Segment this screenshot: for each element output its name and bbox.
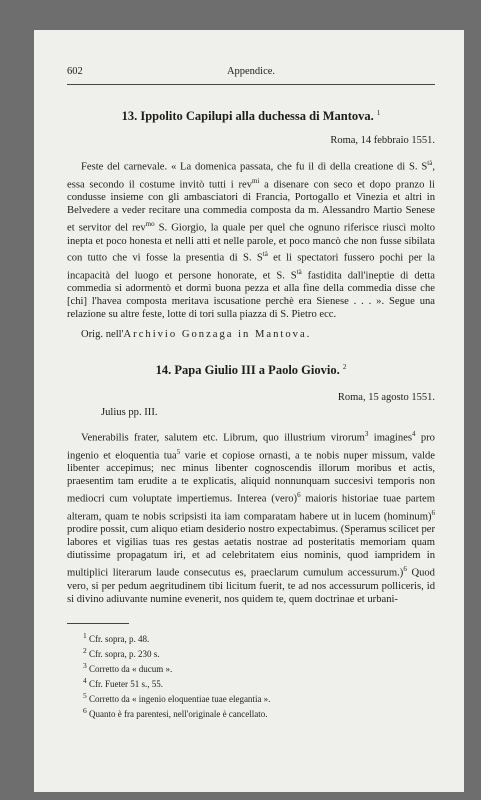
page-number: 602 [67,66,83,77]
footnote-6: $^6$ Quanto è fra parentesi, nell'originale è cancellato. [83,705,268,719]
letter-14-date: Roma, 15 agosto 1551. [337,392,435,404]
letter-13-date: Roma, 14 febbraio 1551. [330,135,435,147]
footnote-2: $^2$ Cfr. sopra, p. 230 s. [83,645,160,659]
footnote-1: $^1$ Cfr. sopra, p. 48. [83,630,150,644]
footnotes [67,630,435,720]
book-page [34,30,464,792]
footnote-rule [67,623,129,624]
footnote-ref-2: 2 [342,363,347,372]
running-title: Appendice. [226,66,276,77]
footnote-4: $^4$ Cfr. Fueter 51 s., 55. [83,675,163,689]
page-content [67,66,435,720]
footnote-5: $^5$ Corretto da « ingenio eloquentiae tuae elegantia ». [83,690,271,704]
footnote-ref-1: 1 [376,109,381,117]
header-rule [67,84,435,85]
letter-14-body: Venerabilis frater, salutem etc. Librum, quo illustrium virorum$^3$ imagines$^4$ pro ingenio et eloquentia tua$^5$ varie et copiose ornasti, a te nobis nuper missum, valde libenter accepimus; nec minus libenter cognoscendis illorum moribus et actis, praesentim tam erudite a te explicatis, aliquid nonnunquam succesivi temporis non mediocri cum voluptate impertiemus. Interea (vero)$^6$ maioris historiae tuae partem alteram, quam te nobis scripsisti ita iam comparatam habere ut in lucem (hominum)$^6$ prodire possit, cum aliquo etiam desiderio nostro expectabimus. (Speramus scilicet per labores et vigilias tuas res gestas aetatis nostrae ad posteritatis memoriam quam diutissime propagatum iri, et ad celebritatem eius nominis, quod iampridem in multiplici literarum laude consecutus es, praeclarum cumulum accessurum.)$^6$ Quod vero, si per pedum aegritudinem tibi licitum fuerit, te ad nos accessurum polliceris, id si divino adiuvante numine evenerit, nos quidem te, quem doctrinae et urbani- [67,430,436,605]
letter-13-source: Orig. nell'Archivio Gonzaga in Mantova. [81,329,312,341]
letter-13-title: 13. Ippolito Capilupi alla duchessa di Mantova. $^1$ [121,109,381,124]
footnote-3: $^3$ Corretto da « ducum ». [83,660,173,674]
letter-13-body: Feste del carnevale. « La domenica passata, che fu il dì della creatione di S. $S^{tà}$, essa secondo il costume invitò tutti i rev$^{mi}$ a disenare con seco et dopo pranzo li condusse insieme con gli ambasciatori di Francia, Portogallo et Vinezia et altri in Belvedere a veder recitare una commedia composta da m. Alessandro Martio Senese et servitor del rev$^{mo}$ S. Giorgio, la quale per quel che ognuno riferisce riuscì molto inepta et poco honesta et nelli atti et nelle parole, et poco mancò che non fusse sibilata con tutto che vi fosse la presentia di S. $S^{tà}$ et li spectatori fussero pochi per la incapacità del luogo et persone honorate, et S. $S^{tà}$ fastidita dall'ineptie di detta commedia si adormentò et dormì buona pezza et alla fine della commedia disse che [chi] l'havea composta meritava iscusatione perchè era Sienese . . . ». Segue una relazione su altre feste, lotte di tori sulla piazza di S. Pietro ecc. [67,159,436,321]
running-header [67,66,435,82]
letter-14-salutation: Julius pp. III. [101,407,158,419]
letter-14-title: 14. Papa Giulio III a Paolo Giovio. $^2$ [155,363,347,378]
